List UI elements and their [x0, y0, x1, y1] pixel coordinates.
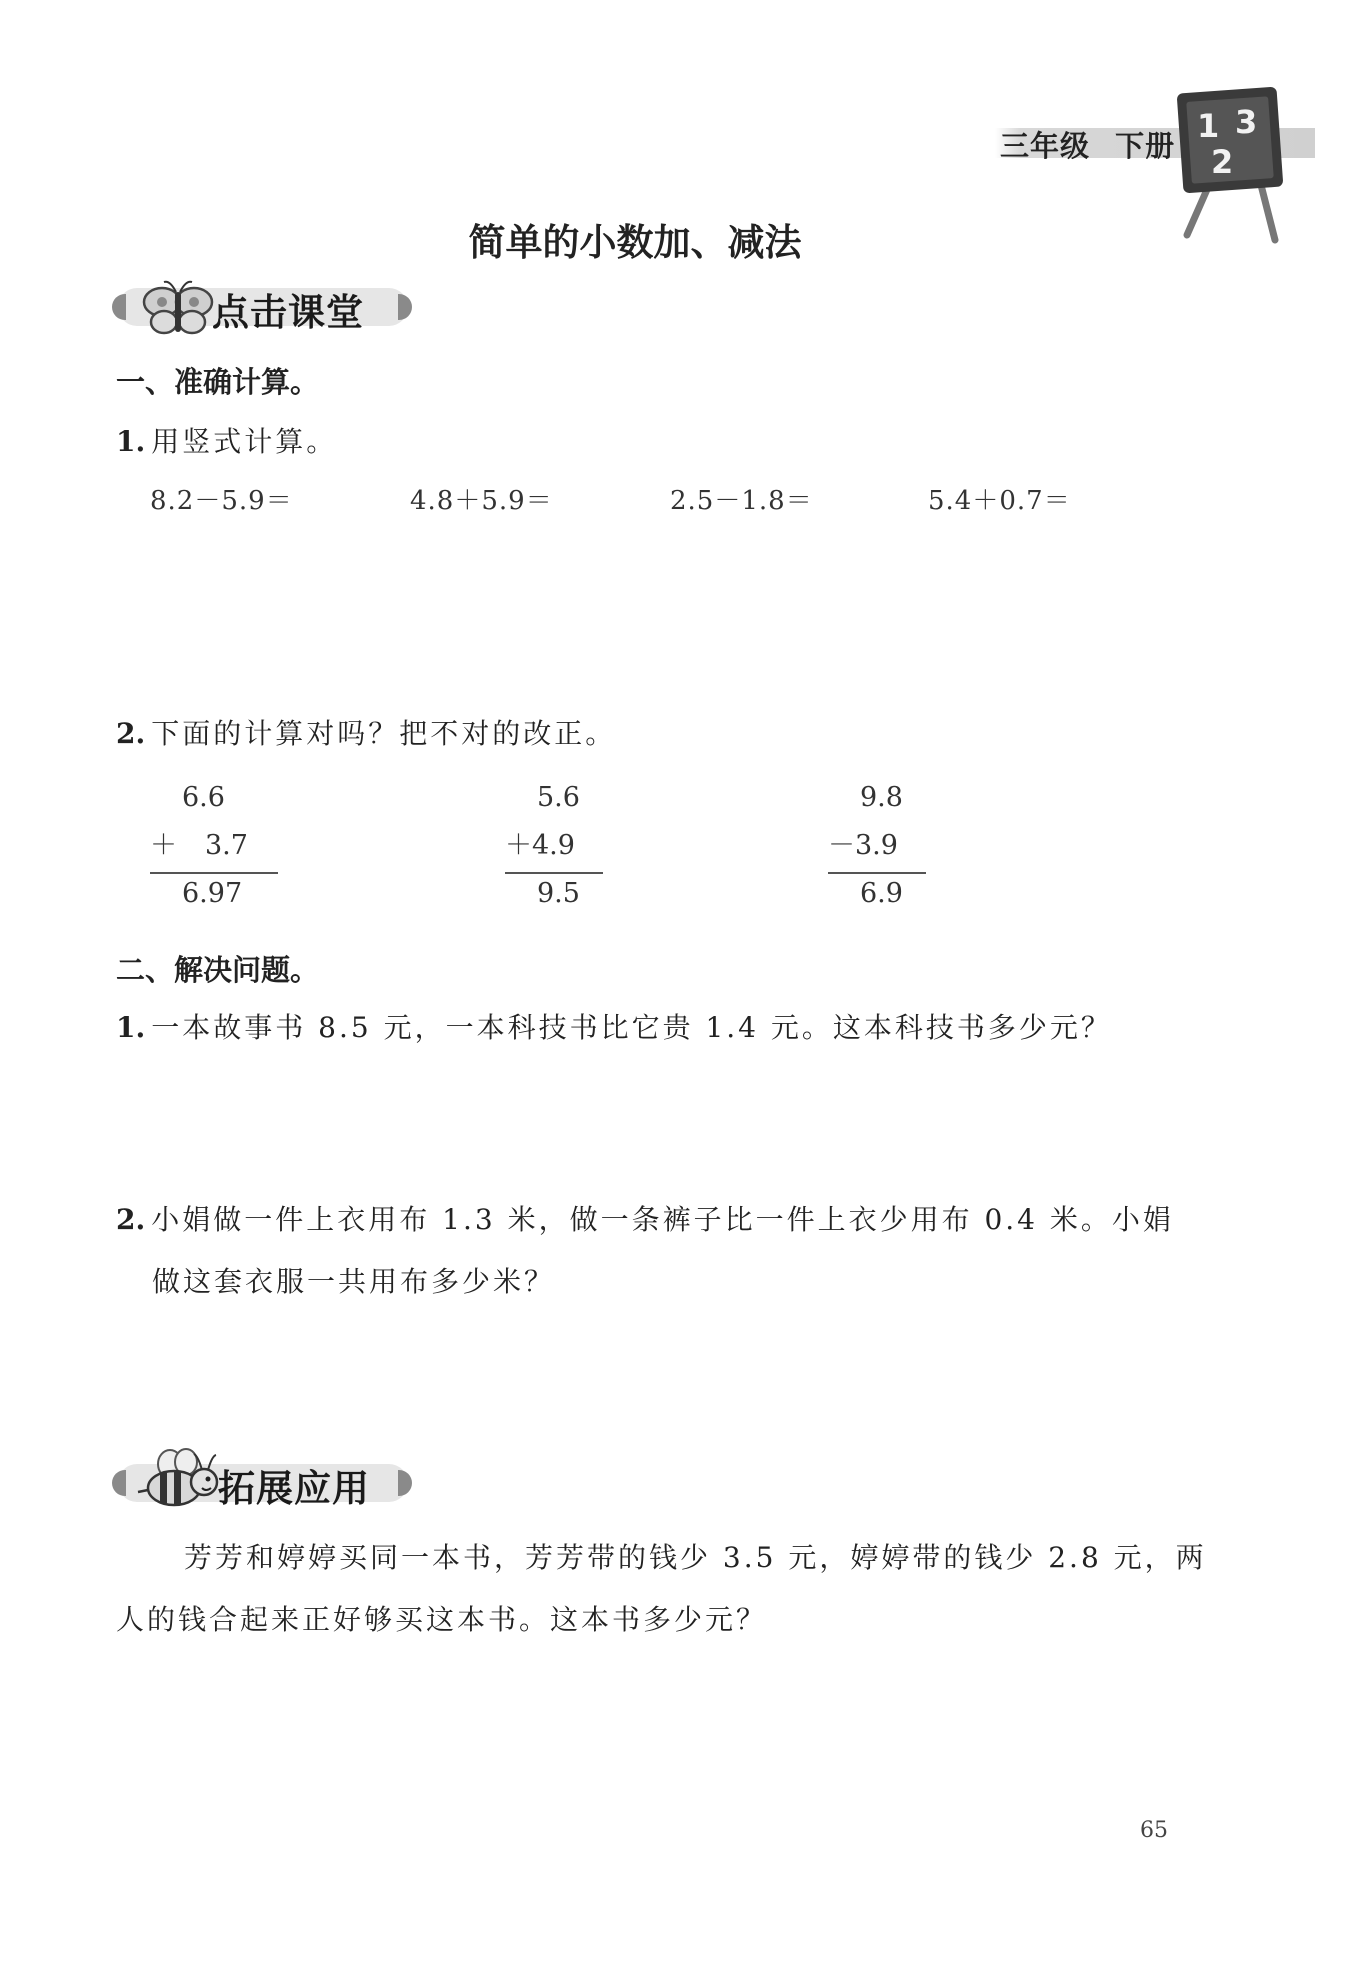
- result: 9.5: [537, 878, 580, 909]
- question-number: 2.: [116, 717, 146, 750]
- grade-label: [1000, 124, 1175, 165]
- extension-question: [116, 1536, 1256, 1638]
- operand-bottom: 3.7: [205, 830, 248, 861]
- vertical-problem-1: [150, 774, 280, 918]
- question-number: 1.: [116, 425, 146, 458]
- vertical-problem-3: [828, 774, 958, 918]
- banner-cap-left: [112, 294, 126, 320]
- expression-4: 5.4＋0.7＝: [928, 486, 1071, 516]
- result: 6.9: [860, 878, 903, 909]
- banner-title: 点击课堂: [212, 291, 364, 334]
- expression-3: 2.5－1.8＝: [670, 486, 813, 516]
- banner-title: 拓展应用: [218, 1467, 370, 1510]
- result: 6.97: [182, 878, 243, 909]
- operand-top: 6.6: [182, 782, 225, 813]
- board-digit-3: 3: [1235, 103, 1258, 141]
- board-digit-1: 1: [1197, 107, 1220, 145]
- question-line-2: 人的钱合起来正好够买这本书。这本书多少元？: [116, 1603, 768, 1636]
- operand-bottom: 3.9: [855, 830, 898, 861]
- operand-top: 9.8: [860, 782, 903, 813]
- question-line-1: [116, 1198, 1246, 1238]
- question-text: 一本故事书 8.5 元，一本科技书比它贵 1.4 元。这本科技书多少元？: [151, 1011, 1112, 1044]
- question-1-1: [116, 420, 337, 460]
- page-title: 简单的小数加、减法: [468, 221, 802, 264]
- part1-heading: 一、准确计算。: [116, 365, 320, 399]
- operator: ＋: [505, 830, 532, 861]
- part2-heading: 二、解决问题。: [116, 953, 320, 987]
- banner-cap-right: [398, 294, 412, 320]
- expression-1: 8.2－5.9＝: [150, 486, 293, 516]
- page-number: 65: [1140, 1818, 1168, 1843]
- question-2-1: [116, 1006, 1112, 1046]
- question-number: 2.: [116, 1203, 146, 1236]
- section-banner-extension: [112, 1458, 412, 1510]
- grade-text: 三年级: [1000, 129, 1091, 163]
- question-line-1: 芳芳和婷婷买同一本书，芳芳带的钱少 3.5 元，婷婷带的钱少 2.8 元，两: [184, 1541, 1207, 1574]
- question-text: 下面的计算对吗？把不对的改正。: [151, 717, 617, 750]
- operand-row: [150, 822, 280, 870]
- question-text: 小娟做一件上衣用布 1.3 米，做一条裤子比一件上衣少用布 0.4 米。小娟: [151, 1203, 1174, 1236]
- operand-row: [828, 822, 958, 870]
- volume-text: 下册: [1115, 129, 1176, 163]
- operator: ＋: [150, 830, 177, 861]
- section-banner-classroom: [112, 282, 412, 334]
- operand-row: [505, 822, 635, 870]
- question-number: 1.: [116, 1011, 146, 1044]
- vertical-problem-2: [505, 774, 635, 918]
- bee-icon: [136, 1446, 220, 1516]
- expression-2: 4.8＋5.9＝: [410, 486, 553, 516]
- question-text: 用竖式计算。: [151, 425, 338, 458]
- question-2-2: [116, 1198, 1246, 1300]
- banner-cap-right: [398, 1470, 412, 1496]
- operand-bottom: 4.9: [532, 830, 575, 861]
- operand-top: 5.6: [537, 782, 580, 813]
- butterfly-icon: [140, 278, 216, 342]
- question-1-2: [116, 712, 616, 752]
- banner-cap-left: [112, 1470, 126, 1496]
- operator: －: [828, 830, 855, 861]
- question-line-2: 做这套衣服一共用布多少米？: [152, 1265, 556, 1298]
- board-digit-2: 2: [1211, 143, 1234, 181]
